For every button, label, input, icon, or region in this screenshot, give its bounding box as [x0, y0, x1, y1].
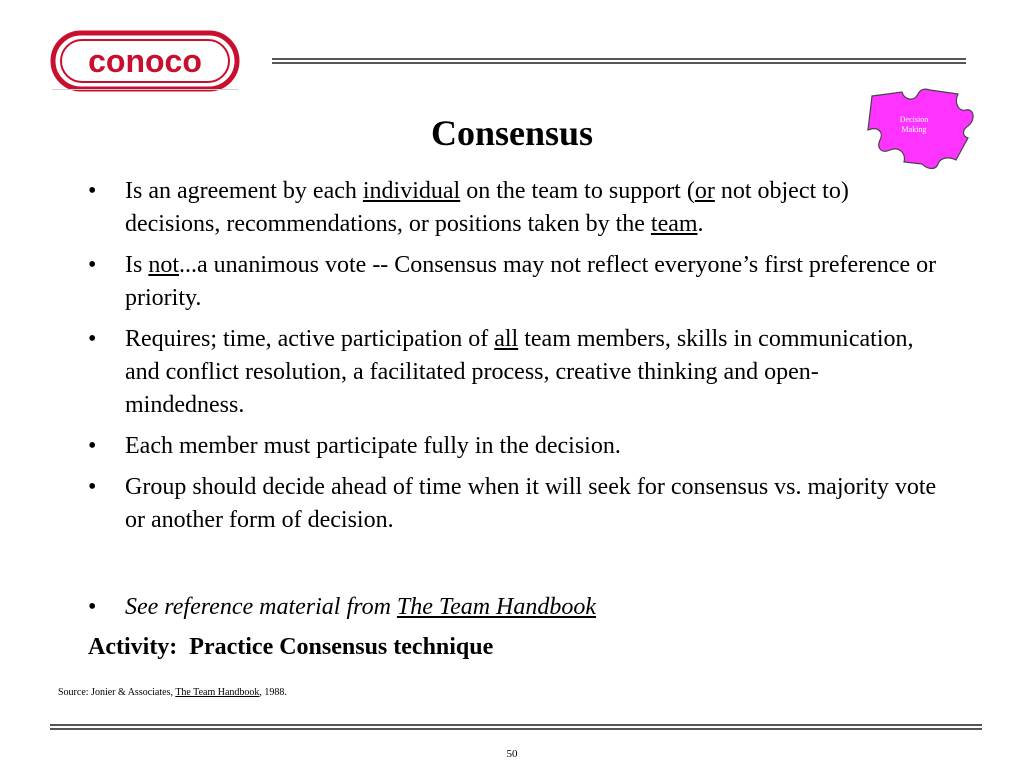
source-citation	[58, 686, 287, 699]
slide-title: Consensus	[430, 113, 594, 153]
bullet-item	[88, 323, 938, 422]
bullet-text: Is an agreement by each	[125, 178, 363, 204]
reference-bullet	[88, 591, 938, 624]
source-text: , 1988.	[259, 687, 287, 698]
reference-text: See reference material from	[125, 594, 397, 620]
footer-rule	[50, 724, 982, 730]
source-text: Source: Jonier & Associates,	[58, 687, 176, 698]
bullet-emphasis: or	[694, 178, 715, 204]
header-rule	[272, 58, 966, 64]
bullet-text: .	[697, 211, 704, 237]
bullet-emphasis: not	[148, 252, 180, 278]
bullet-item	[88, 249, 938, 315]
conoco-logo	[50, 30, 240, 92]
activity-line: Activity: Practice Consensus technique	[88, 634, 494, 660]
reference-book-title: The Team Handbook	[396, 594, 597, 620]
logo-underline	[52, 89, 238, 90]
bullet-item	[88, 430, 938, 463]
bullet-list	[88, 175, 938, 545]
badge-line-1: Decision	[899, 115, 929, 124]
bullet-text: team members, skills in communication, and conflict resolution, a facilitated process, creative thinking and open-mindedness.	[125, 326, 914, 418]
bullet-text: Requires; time, active participation of	[125, 326, 495, 352]
bullet-emphasis: individual	[362, 178, 461, 204]
bullet-text: Is	[125, 252, 149, 278]
bullet-item	[88, 175, 938, 241]
badge-line-2: Making	[901, 125, 927, 134]
bullet-emphasis: team	[650, 211, 698, 237]
bullet-emphasis: all	[494, 326, 519, 352]
page-number: 50	[506, 748, 518, 760]
bullet-text: Each member must participate fully in the decision.	[125, 433, 621, 459]
bullet-text: on the team to support (	[460, 178, 695, 204]
bullet-item	[88, 471, 938, 537]
bullet-text: ...a unanimous vote -- Consensus may not reflect everyone’s first preference or priority.	[125, 252, 937, 311]
bullet-text: Group should decide ahead of time when it will seek for consensus vs. majority vote or another form of decision.	[125, 474, 937, 533]
logo-wordmark: conoco	[88, 43, 202, 79]
source-book-title: The Team Handbook	[175, 687, 260, 698]
bullet-text: not object to) decisions, recommendations, or positions taken by the	[125, 178, 849, 237]
